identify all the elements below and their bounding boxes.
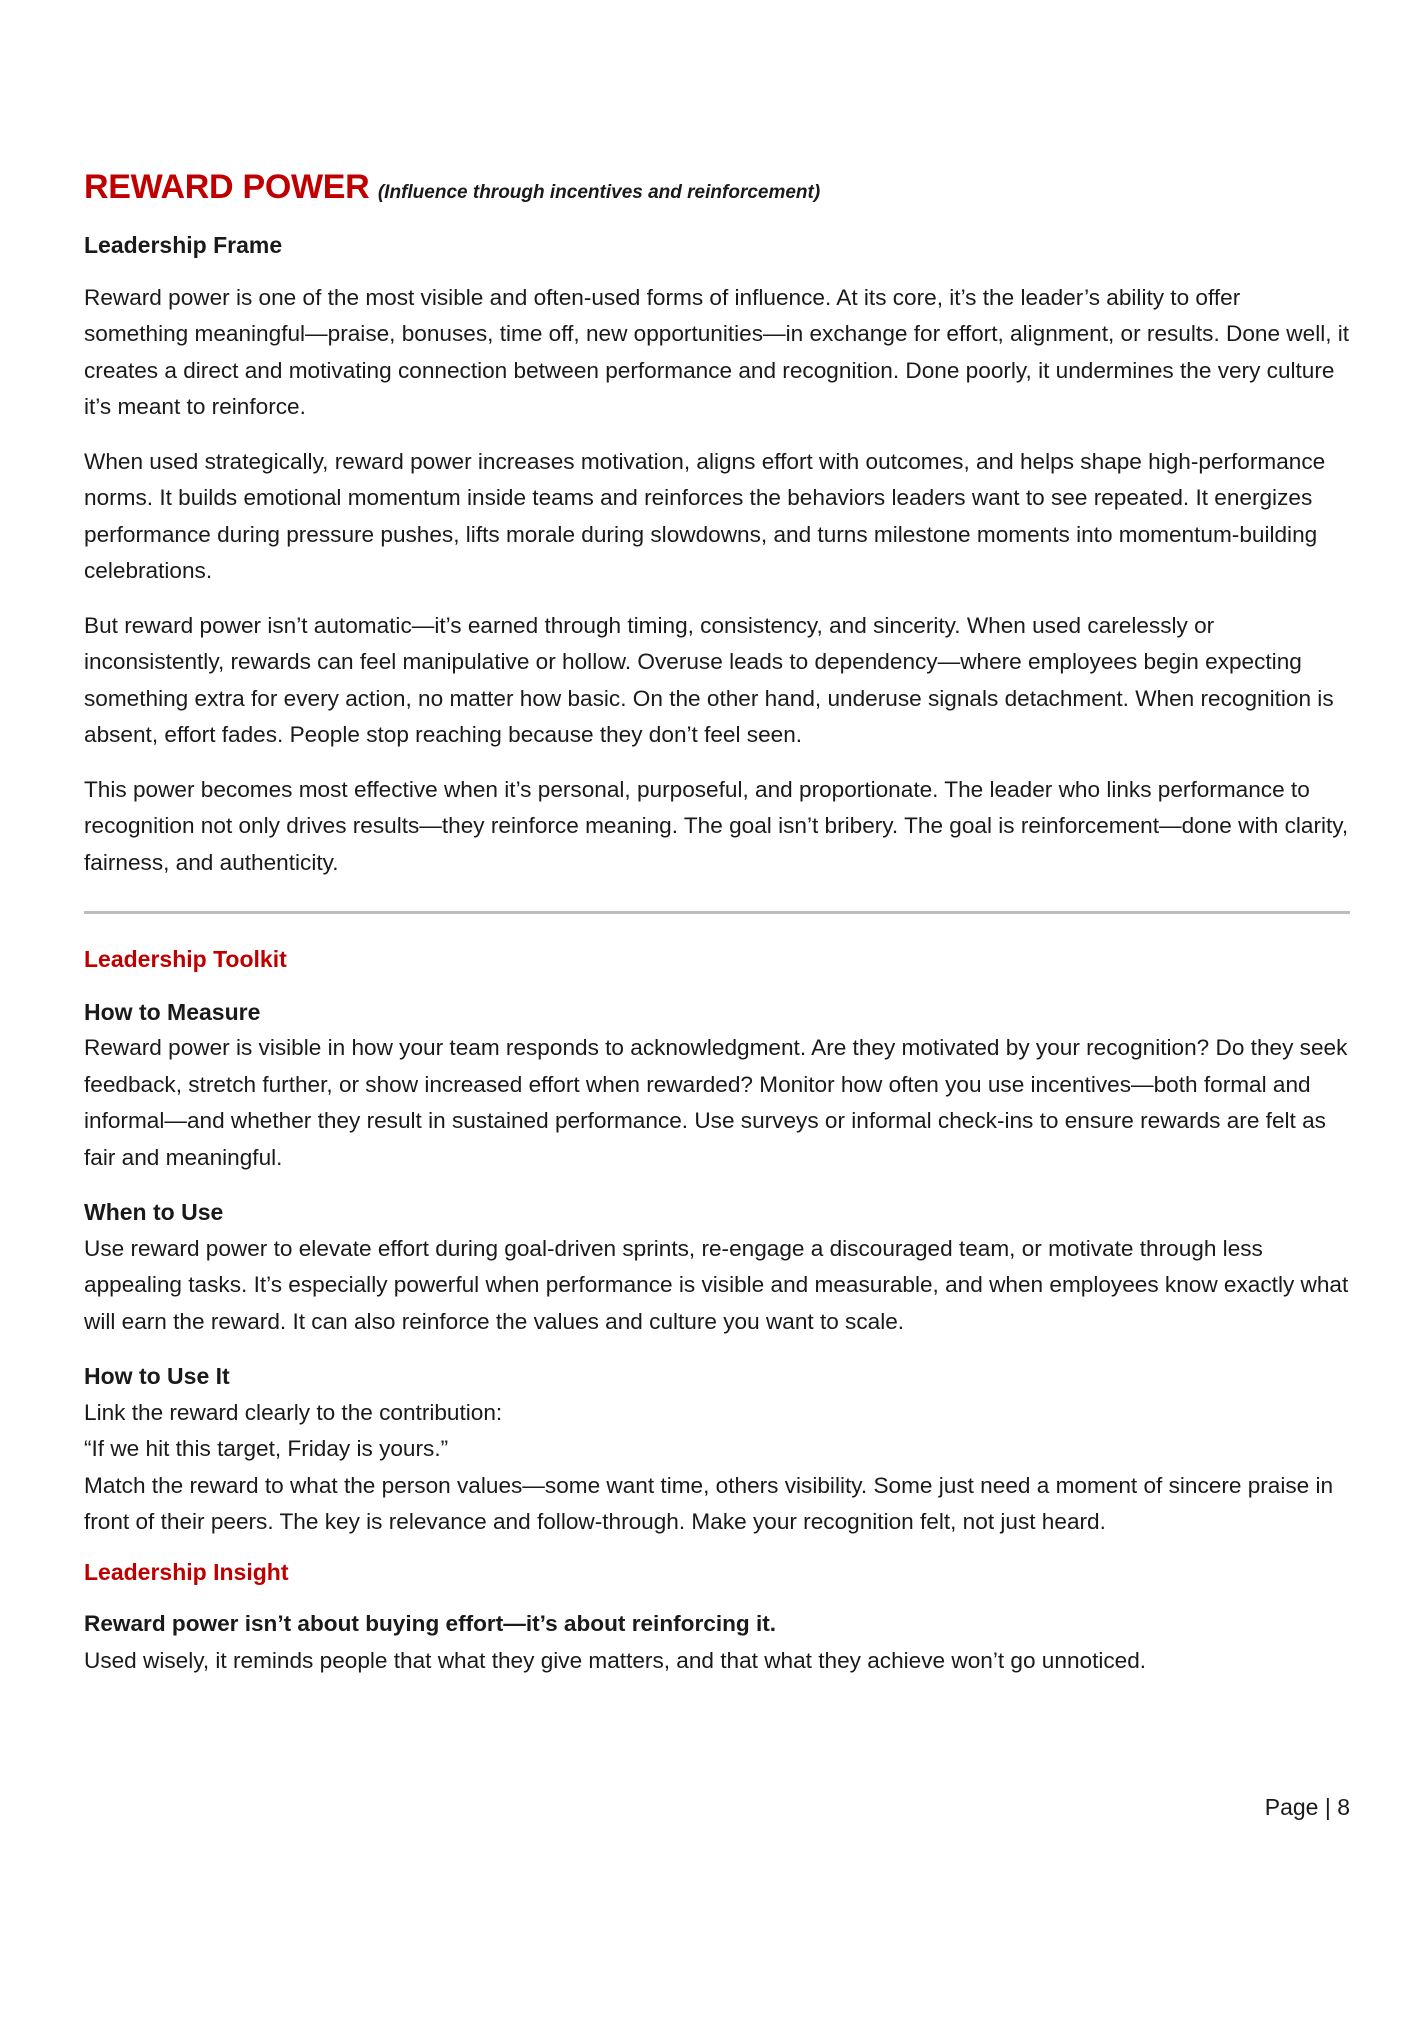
- when-to-use-text: Use reward power to elevate effort during goal-driven sprints, re-engage a discouraged team, or motivate through less appealing tasks. It’s especially powerful when performance is visible and measurable, and when employees know exactly what will earn the reward. It can also reinforce the values and culture you want to scale.: [84, 1235, 1349, 1334]
- frame-paragraph-3: But reward power isn’t automatic—it’s earned through timing, consistency, and sincerity. When used carelessly or inconsistently, rewards can feel manipulative or hollow. Overuse leads to dependency—where employees begin expecting something extra for every action, no matter how basic. On the other hand, underuse signals detachment. When recognition is absent, effort fades. People stop reaching because they don’t feel seen.: [84, 612, 1334, 748]
- how-to-measure-text: Reward power is visible in how your team responds to acknowledgment. Are they motivated by your recognition? Do they seek feedback, stretch further, or show increased effort when rewarded? Monitor how often you use incentives—both formal and informal—and whether they result in sustained performance. Use surveys or informal check-ins to ensure rewards are felt as fair and meaningful.: [84, 1035, 1348, 1170]
- how-to-use-section: [84, 1358, 1350, 1541]
- section-divider: [84, 911, 1350, 914]
- when-to-use-section: [84, 1194, 1350, 1340]
- insight-text: Used wisely, it reminds people that what they give matters, and that what they achieve won’t go unnoticed.: [84, 1647, 1147, 1673]
- insight-bold-statement: Reward power isn’t about buying effort—it’s about reinforcing it.: [84, 1611, 777, 1637]
- how-to-measure-section: [84, 994, 1350, 1177]
- how-to-measure-title: How to Measure: [84, 998, 261, 1025]
- how-to-use-line: Link the reward clearly to the contribution:: [84, 1399, 503, 1425]
- leadership-toolkit-heading: Leadership Toolkit: [84, 946, 287, 973]
- leadership-insight-heading: Leadership Insight: [84, 1558, 289, 1585]
- title-subtitle: (Influence through incentives and reinforcement): [377, 182, 821, 203]
- page-title: [84, 170, 1350, 204]
- page-number: Page | 8: [1264, 1794, 1350, 1820]
- insight-section: [84, 1606, 1350, 1679]
- how-to-use-text: Match the reward to what the person values—some want time, others visibility. Some just need a moment of sincere praise in front of their peers. The key is relevance and follow-through. Make your recognition felt, not just heard.: [84, 1472, 1334, 1535]
- when-to-use-title: When to Use: [84, 1199, 224, 1226]
- title-main: REWARD POWER: [84, 168, 370, 206]
- how-to-use-title: How to Use It: [84, 1363, 230, 1390]
- frame-paragraph-1: Reward power is one of the most visible and often-used forms of influence. At its core, it’s the leader’s ability to offer something meaningful—praise, bonuses, time off, new opportunities—in exchange for effort, alignment, or results. Done well, it creates a direct and motivating connection between performance and recognition. Done poorly, it undermines the very culture it’s meant to reinforce.: [84, 284, 1350, 420]
- frame-paragraph-2: When used strategically, reward power increases motivation, aligns effort with outcomes, and helps shape high-performance norms. It builds emotional momentum inside teams and reinforces the behaviors leaders want to see repeated. It energizes performance during pressure pushes, lifts morale during slowdowns, and turns milestone moments into momentum-building celebrations.: [84, 448, 1326, 584]
- leadership-frame-heading: Leadership Frame: [84, 232, 283, 258]
- document-page: [84, 170, 1350, 1697]
- frame-paragraph-4: This power becomes most effective when it’s personal, purposeful, and proportionate. The leader who links performance to recognition not only drives results—they reinforce meaning. The goal isn’t bribery. The goal is reinforcement—done with clarity, fairness, and authenticity.: [84, 776, 1349, 875]
- how-to-use-quote: “If we hit this target, Friday is yours.”: [84, 1436, 449, 1462]
